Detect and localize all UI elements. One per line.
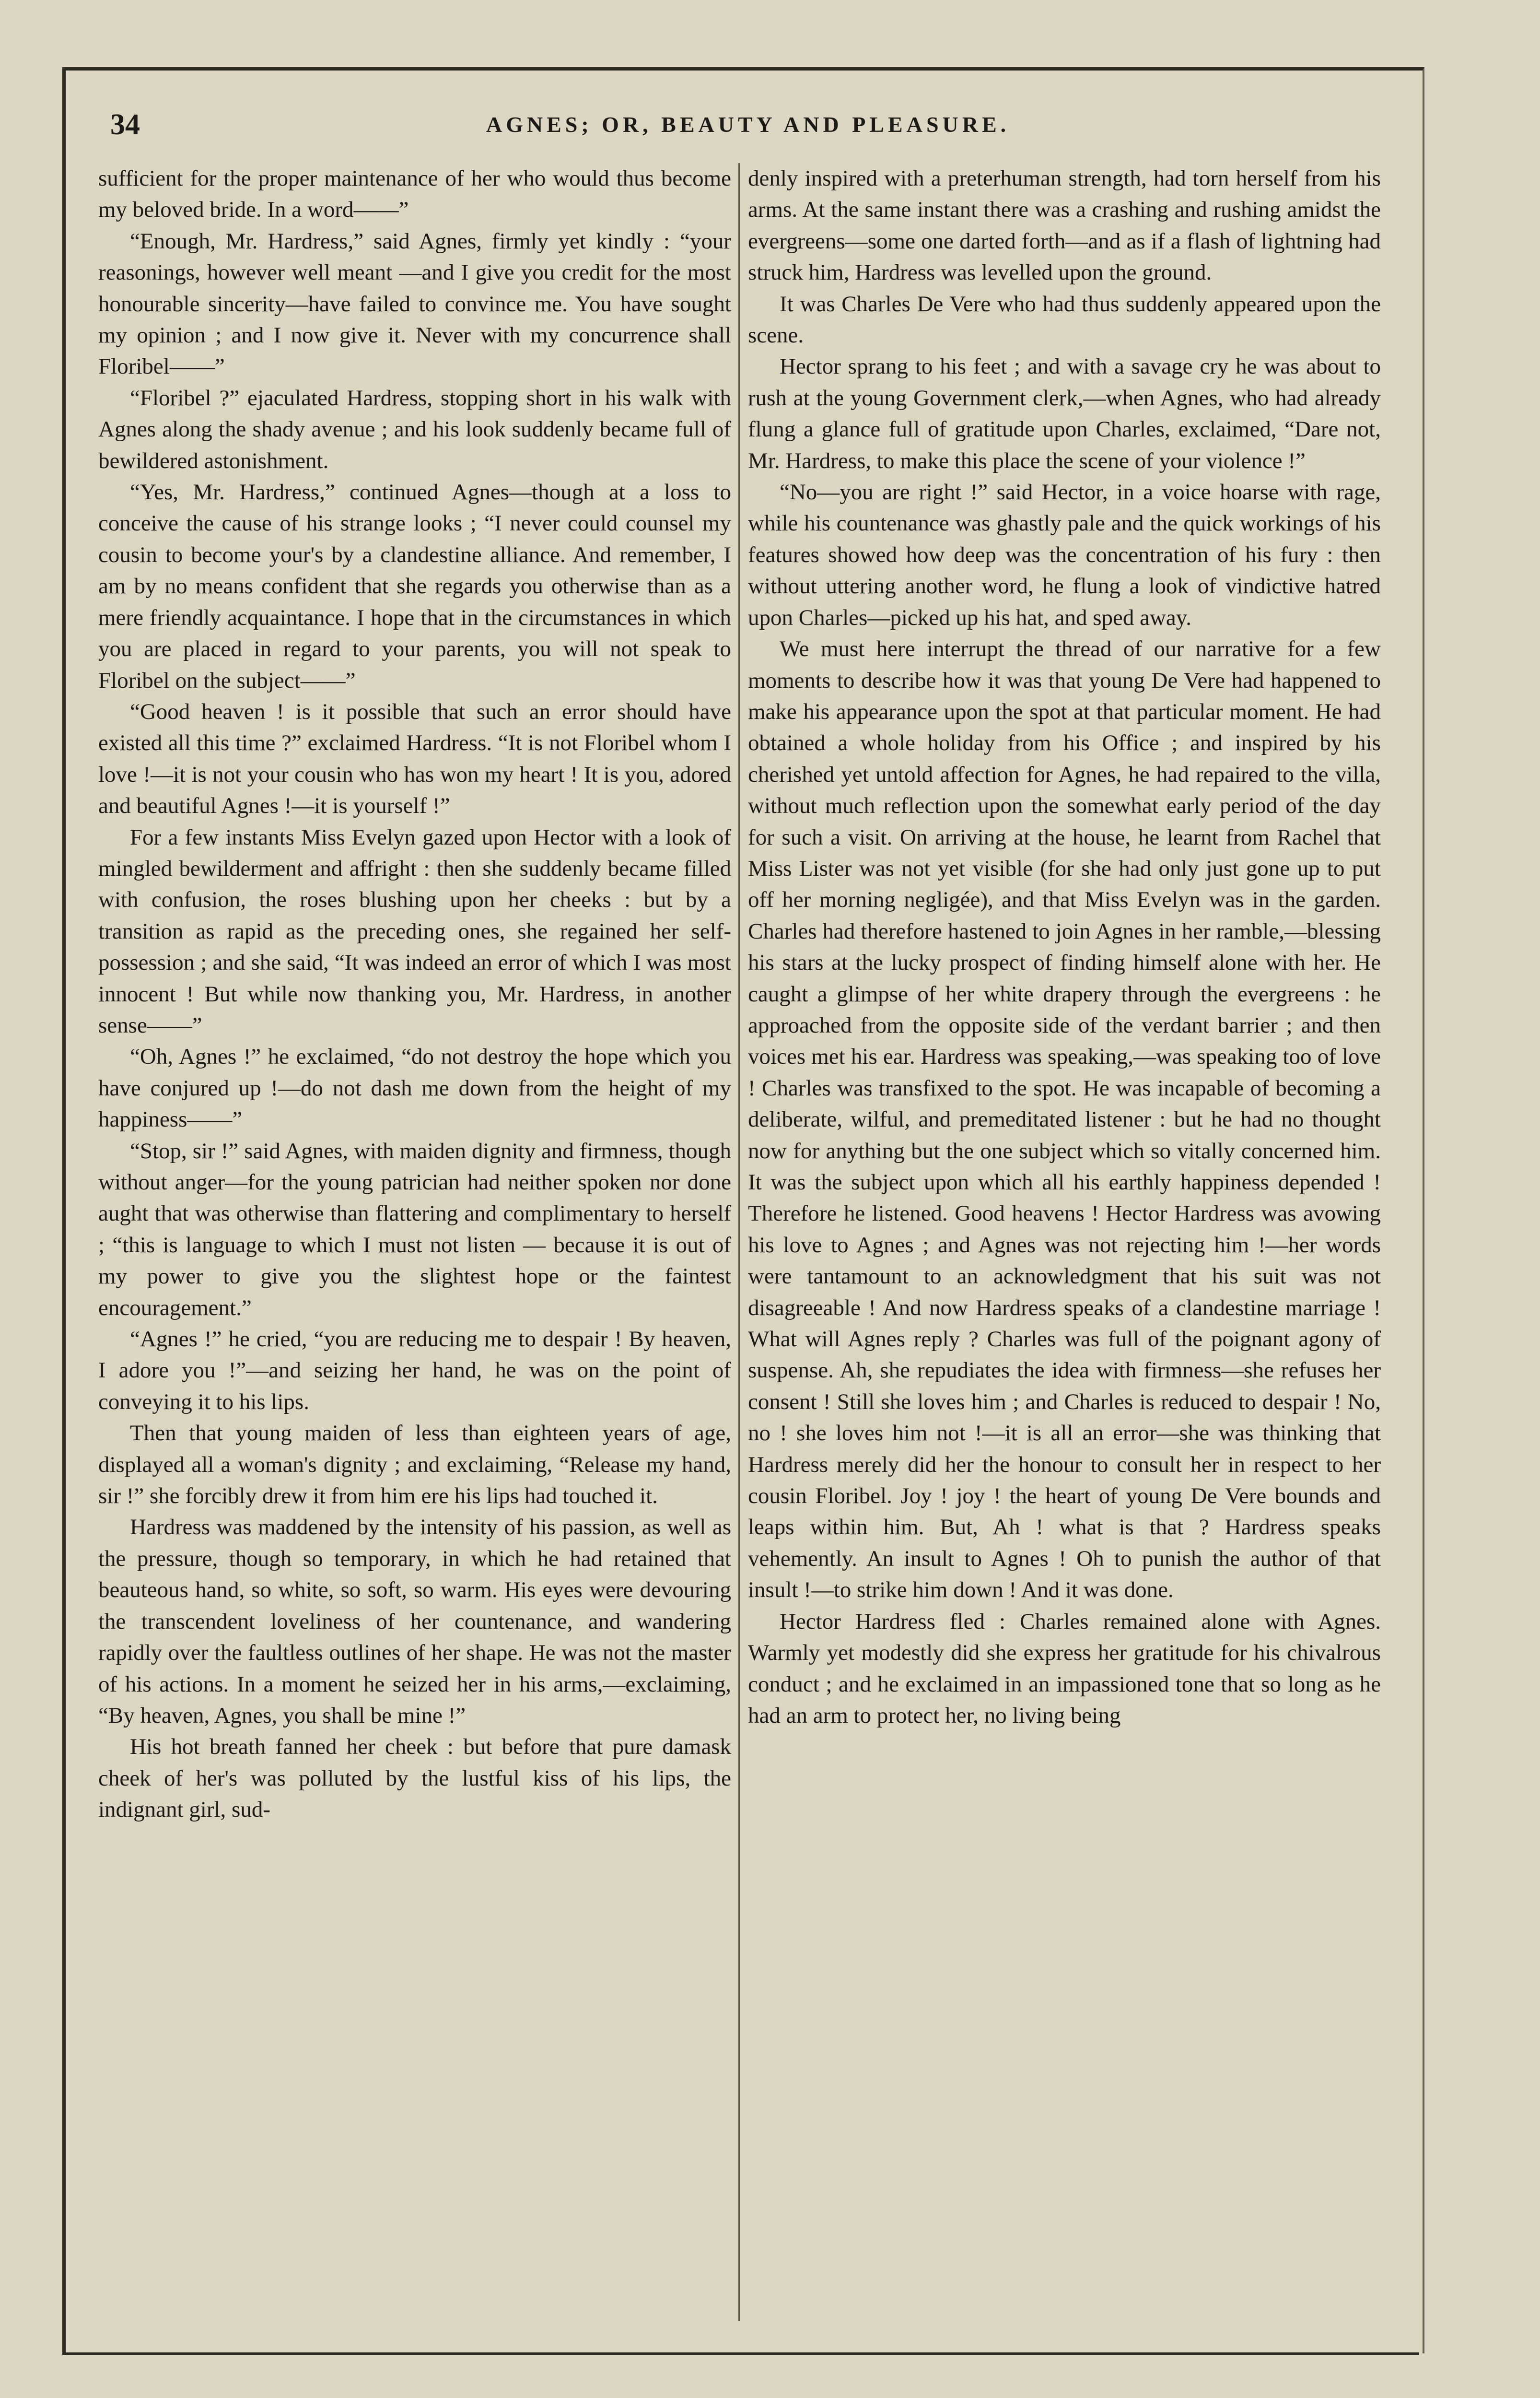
column-divider: [738, 163, 740, 2321]
paragraph: sufficient for the proper maintenance of her who would thus become my beloved bride. In a word——”: [98, 166, 731, 223]
paragraph: For a few instants Miss Evelyn gazed upon Hector with a look of mingled bewilderment and affright : then she suddenly became filled with confusion, the roses blushing upon her cheeks : but by a transition as rapid as the preceding ones, she regained her self-possession ; and she said, “It was indeed an error of which I was most innocent ! But while now thanking you, Mr. Hardress, in another sense——”: [98, 824, 731, 1038]
paragraph: “Enough, Mr. Hardress,” said Agnes, firmly yet kindly : “your reasonings, however well meant —and I give you credit for the most honourable sincerity—have failed to convince me. You have sought my opinion ; and I now give it. Never with my concurrence shall Floribel——”: [98, 228, 731, 379]
paragraph: “Yes, Mr. Hardress,” continued Agnes—though at a loss to conceive the cause of his strange looks ; “I never could counsel my cousin to become your's by a clandestine alliance. And remember, I am by no means confident that she regards you otherwise than as a mere friendly acquaintance. I hope that in the circumstances in which you are placed in regard to your parents, you will not speak to Floribel on the subject——”: [98, 480, 731, 693]
paragraph: Hector sprang to his feet ; and with a savage cry he was about to rush at the young Government clerk,—when Agnes, who had already flung a glance full of gratitude upon Charles, exclaimed, “Dare not, Mr. Hardress, to make this place the scene of your violence !”: [748, 354, 1381, 473]
paragraph: “Stop, sir !” said Agnes, with maiden dignity and firmness, though without anger—for the young patrician had neither spoken nor done aught that was otherwise than flattering and complimentary to herself ; “this is language to which I must not listen — because it is out of my power to give you the slightest hope or the faintest encouragement.”: [98, 1138, 731, 1320]
paragraph: “Good heaven ! is it possible that such an error should have existed all this time ?” exclaimed Hardress. “It is not Floribel whom I love !—it is not your cousin who has won my heart ! It is you, adored and beautiful Agnes !—it is yourself !”: [98, 699, 731, 819]
running-title: AGNES; OR, BEAUTY AND PLEASURE.: [486, 112, 1010, 137]
paragraph: denly inspired with a preterhuman strength, had torn herself from his arms. At the same instant there was a crashing and rushing amidst the evergreens—some one darted forth—and as if a flash of lightning had struck him, Hardress was levelled upon the ground.: [748, 166, 1381, 285]
page-header: [110, 108, 1386, 141]
paragraph: “Agnes !” he cried, “you are reducing me to despair ! By heaven, I adore you !”—and seizing her hand, he was on the point of conveying it to his lips.: [98, 1327, 731, 1414]
page-number: 34: [110, 108, 140, 141]
paragraph: “Floribel ?” ejaculated Hardress, stopping short in his walk with Agnes along the shady avenue ; and his look suddenly became full of bewildered astonishment.: [98, 385, 731, 473]
paragraph: “Oh, Agnes !” he exclaimed, “do not destroy the hope which you have conjured up !—do not dash me down from the height of my happiness——”: [98, 1044, 731, 1132]
right-column: [748, 163, 1381, 2350]
paragraph: His hot breath fanned her cheek : but before that pure damask cheek of her's was polluted by the lustful kiss of his lips, the indignant girl, sud-: [98, 1734, 731, 1822]
paragraph: It was Charles De Vere who had thus suddenly appeared upon the scene.: [748, 291, 1381, 348]
paragraph: Then that young maiden of less than eighteen years of age, displayed all a woman's dignity ; and exclaiming, “Release my hand, sir !” she forcibly drew it from him ere his lips had touched it.: [98, 1421, 731, 1509]
paragraph: We must here interrupt the thread of our narrative for a few moments to describe how it was that young De Vere had happened to make his appearance upon the spot at that particular moment. He had obtained a whole holiday from his Office ; and inspired by his cherished yet untold affection for Agnes, he had repaired to the villa, without much reflection upon the somewhat early period of the day for such a visit. On arriving at the house, he learnt from Rachel that Miss Lister was not yet visible (for she had only just gone up to put off her morning negligée), and that Miss Evelyn was in the garden. Charles had therefore hastened to join Agnes in her ramble,—blessing his stars at the lucky prospect of finding himself alone with her. He caught a glimpse of her white drapery through the evergreens : he approached from the opposite side of the verdant barrier ; and then voices met his ear. Hardress was speaking,—was speaking too of love ! Charles was transfixed to the spot. He was incapable of becoming a deliberate, wilful, and premeditated listener : but he had no thought now for anything but the one subject which so vitally concerned him. It was the subject upon which all his earthly happiness depended ! Therefore he listened. Good heavens ! Hector Hardress was avowing his love to Agnes ; and Agnes was not rejecting him !—her words were tantamount to an acknowledgment that his suit was not disagreeable ! And now Hardress speaks of a clandestine marriage ! What will Agnes reply ? Charles was full of the poignant agony of suspense. Ah, she repudiates the idea with firmness—she refuses her consent ! Still she loves him ; and Charles is reduced to despair ! No, no ! she loves him not !—it is all an error—she was thinking that Hardress merely did her the honour to consult her in respect to her cousin Floribel. Joy ! joy ! the heart of young De Vere bounds and leaps within him. But, Ah ! what is that ? Hardress speaks vehemently. An insult to Agnes ! Oh to punish the author of that insult !—to strike him down ! And it was done.: [748, 636, 1381, 1603]
paragraph: Hector Hardress fled : Charles remained alone with Agnes. Warmly yet modestly did she express her gratitude for his chivalrous conduct ; and he exclaimed in an impassioned tone that so long as he had an arm to protect her, no living being: [748, 1609, 1381, 1728]
left-column: [98, 163, 731, 2350]
paragraph: “No—you are right !” said Hector, in a voice hoarse with rage, while his countenance was ghastly pale and the quick workings of his features showed how deep was the concentration of his fury : then without uttering another word, he flung a look of vindictive hatred upon Charles—picked up his hat, and sped away.: [748, 480, 1381, 630]
bottom-rule: [62, 2352, 1419, 2355]
paragraph: Hardress was maddened by the intensity of his passion, as well as the pressure, though so temporary, in which he had retained that beauteous hand, so white, so soft, so warm. His eyes were devouring the transcendent loveliness of her countenance, and wandering rapidly over the faultless outlines of her shape. He was not the master of his actions. In a moment he seized her in his arms,—exclaiming, “By heaven, Agnes, you shall be mine !”: [98, 1515, 731, 1728]
